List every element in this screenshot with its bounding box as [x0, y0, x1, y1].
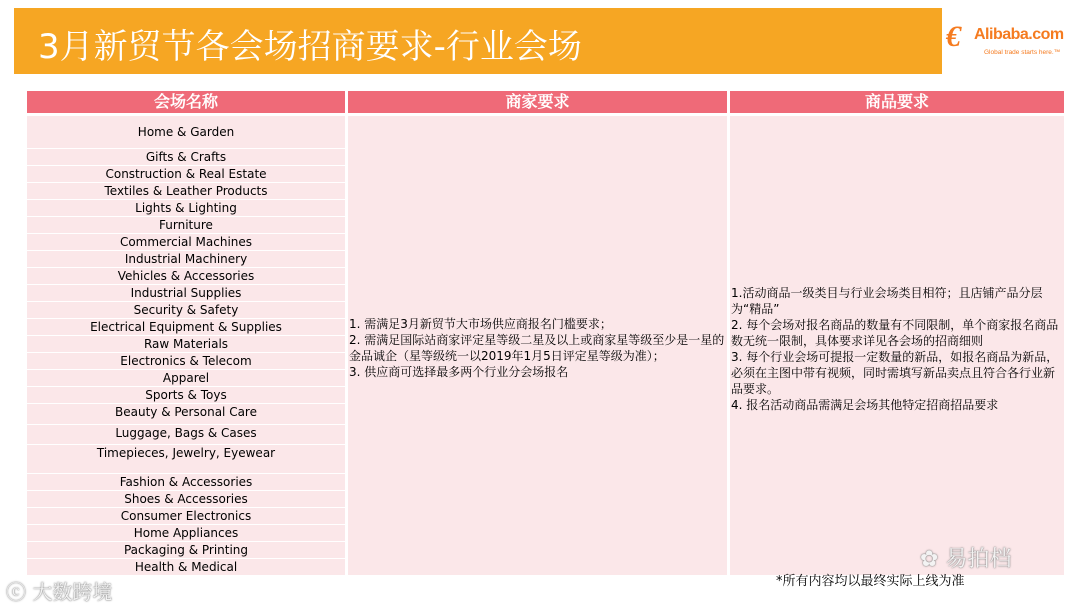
- venue-divider: [27, 301, 345, 302]
- logo-wordmark: Alibaba.com: [974, 26, 1064, 43]
- merchant-requirements: [349, 316, 725, 380]
- title-bar: [14, 8, 942, 74]
- wechat-icon: ✿: [920, 547, 946, 572]
- venue-divider: [27, 199, 345, 200]
- venue-divider: [27, 541, 345, 542]
- venue-divider: [27, 318, 345, 319]
- venue-divider: [27, 250, 345, 251]
- venue-divider: [27, 233, 345, 234]
- venue-item: Industrial Supplies: [130, 286, 242, 300]
- venue-divider: [27, 558, 345, 559]
- venue-item: Lights & Lighting: [135, 201, 237, 215]
- watermark-logo-icon: ⓒ: [6, 580, 33, 604]
- venue-item: Packaging & Printing: [123, 543, 249, 557]
- venue-divider: [27, 507, 345, 508]
- venue-divider: [27, 473, 345, 474]
- venue-divider: [27, 165, 345, 166]
- merchant-req-2: 2. 需满足国际站商家评定星等级二星及以上或商家星等级至少是一星的金品诚企（星等级统一以2019年1月5日评定星等级为准）；: [349, 333, 725, 363]
- header-venue: 会场名称: [27, 91, 345, 113]
- slide-title: 3月新贸节各会场招商要求-行业会场: [38, 27, 582, 67]
- merchant-req-3: 3. 供应商可选择最多两个行业分会场报名: [349, 365, 569, 379]
- venue-divider: [27, 386, 345, 387]
- watermark-right-text: 易拍档: [945, 547, 1012, 572]
- venue-divider: [27, 182, 345, 183]
- venue-item: Furniture: [159, 218, 213, 232]
- venue-divider: [27, 335, 345, 336]
- venue-item: Timepieces, Jewelry, Eyewear: [96, 446, 276, 460]
- footnote: *所有内容均以最终实际上线为准: [776, 574, 965, 589]
- watermark-left: [6, 576, 112, 605]
- header-merchant: 商家要求: [348, 91, 727, 113]
- venue-divider: [27, 444, 345, 445]
- watermark-right: [920, 542, 1011, 573]
- product-req-1: 1.活动商品一级类目与行业会场类目相符；且店铺产品分层为“精品”: [731, 286, 1043, 316]
- venue-item: Sports & Toys: [145, 388, 227, 402]
- alibaba-logo: [946, 18, 1066, 68]
- product-requirements: [731, 285, 1065, 413]
- venue-divider: [27, 403, 345, 404]
- product-req-3: 3. 每个行业会场可提报一定数量的新品，如报名商品为新品，必须在主图中带有视频，同时需填写新品卖点且符合各行业新品要求。: [731, 350, 1059, 396]
- venue-item: Construction & Real Estate: [105, 167, 267, 181]
- venue-divider: [27, 490, 345, 491]
- venue-divider: [27, 424, 345, 425]
- venue-divider: [27, 216, 345, 217]
- venue-divider: [27, 267, 345, 268]
- venue-item: Consumer Electronics: [120, 509, 252, 523]
- venue-item: Raw Materials: [143, 337, 229, 351]
- logo-tagline: Global trade starts here.™: [984, 49, 1061, 56]
- venue-divider: [27, 148, 345, 149]
- alibaba-e-icon: €: [946, 20, 961, 53]
- venue-item: Vehicles & Accessories: [117, 269, 255, 283]
- venue-divider: [27, 284, 345, 285]
- product-req-4: 4. 报名活动商品需满足会场其他特定招商招品要求: [731, 398, 999, 412]
- venue-divider: [27, 369, 345, 370]
- merchant-req-1: 1. 需满足3月新贸节大市场供应商报名门槛要求；: [349, 317, 612, 331]
- venue-item: Commercial Machines: [119, 235, 253, 249]
- venue-item: Health & Medical: [134, 560, 238, 574]
- venue-item: Fashion & Accessories: [119, 475, 253, 489]
- watermark-left-text: 大数跨境: [32, 580, 113, 604]
- venue-item: Electrical Equipment & Supplies: [90, 320, 282, 334]
- venue-item: Luggage, Bags & Cases: [115, 426, 257, 440]
- venue-item: Gifts & Crafts: [145, 150, 227, 164]
- venue-divider: [27, 352, 345, 353]
- venue-item: Beauty & Personal Care: [115, 405, 257, 419]
- venue-item: Home Appliances: [133, 526, 239, 540]
- header-product: 商品要求: [730, 91, 1064, 113]
- venue-item: Textiles & Leather Products: [104, 184, 268, 198]
- venue-divider: [27, 524, 345, 525]
- product-req-2: 2. 每个会场对报名商品的数量有不同限制，单个商家报名商品数无统一限制，具体要求详见各会场的招商细则: [731, 318, 1059, 348]
- venue-item: Home & Garden: [137, 125, 235, 139]
- venue-item: Industrial Machinery: [124, 252, 248, 266]
- venue-item: Shoes & Accessories: [124, 492, 248, 506]
- venue-item: Electronics & Telecom: [120, 354, 252, 368]
- venue-item: Security & Safety: [133, 303, 239, 317]
- venue-item: Apparel: [162, 371, 210, 385]
